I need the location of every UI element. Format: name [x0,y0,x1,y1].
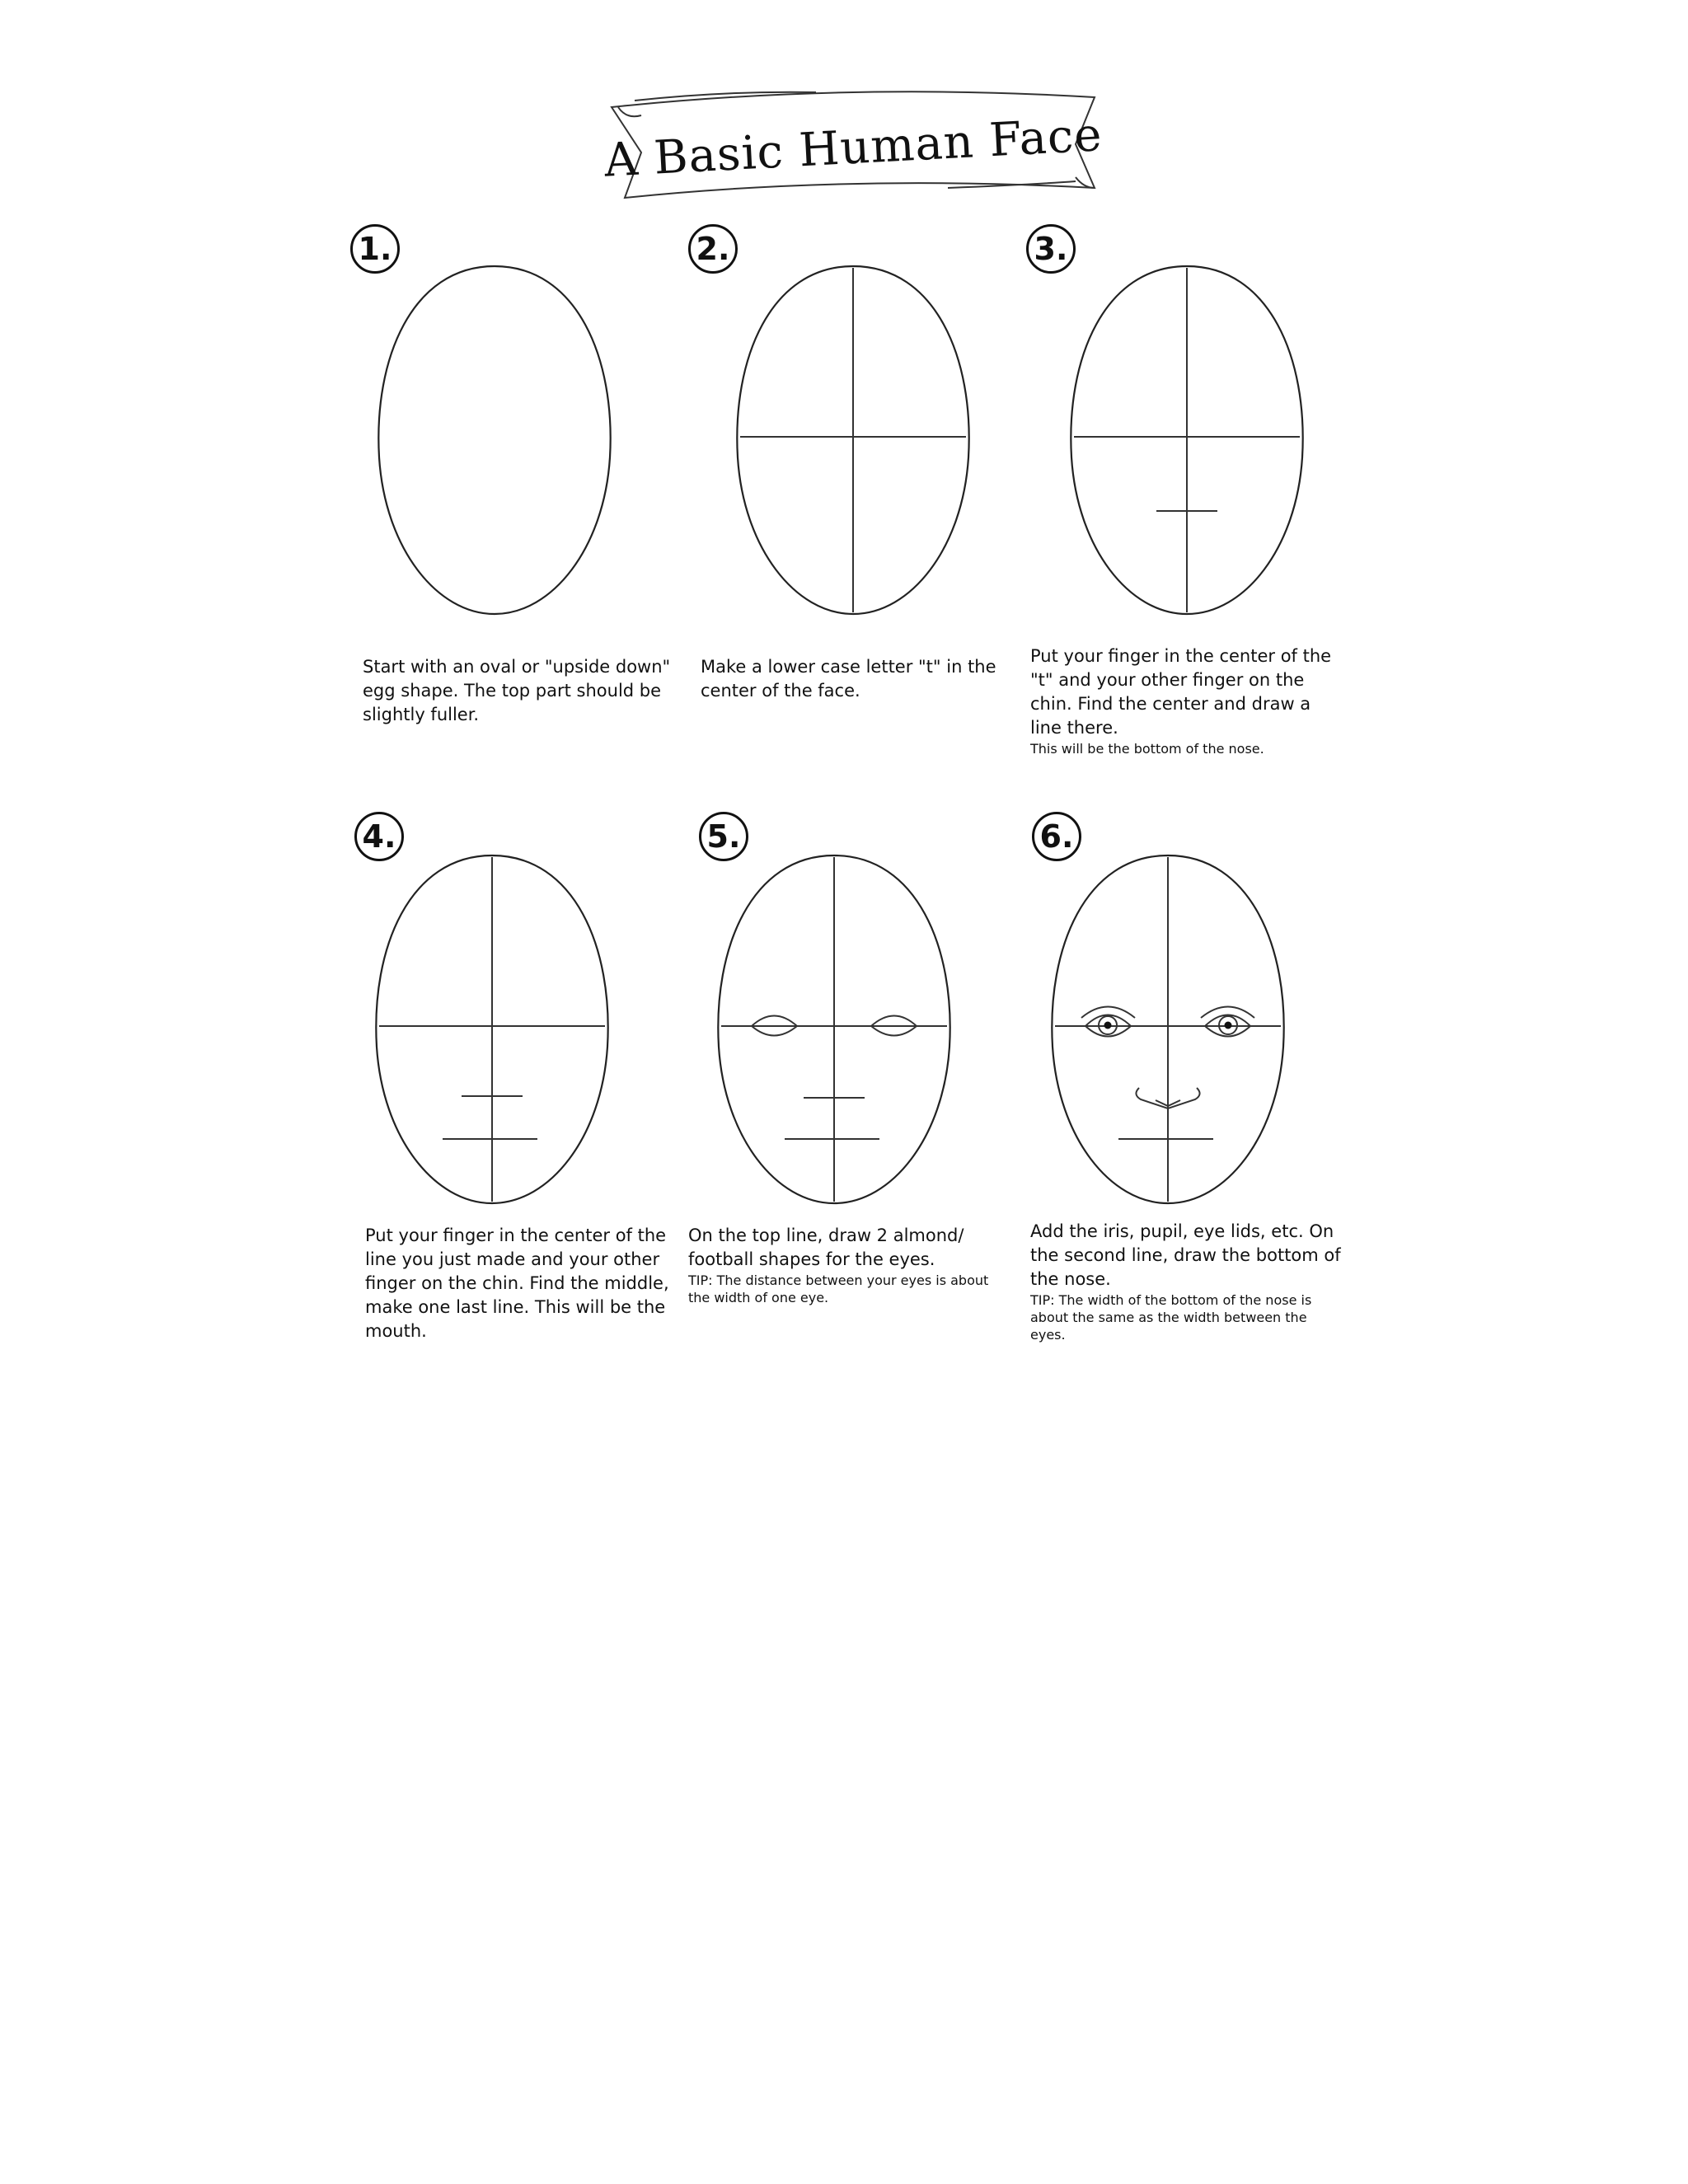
title-banner [602,82,1104,206]
step-description-2 [701,655,1014,703]
step-text-3: Put your finger in the center of the "t" and your other finger on the chin. Find the center and draw a line there. [1030,646,1332,738]
step-number-5: 5. [699,812,748,861]
step-text-5: On the top line, draw 2 almond/ football shapes for the eyes. [688,1226,964,1269]
step-tip-5: TIP: The distance between your eyes is about the width of one eye. [688,1272,989,1305]
face-drawing-6 [1040,849,1296,1212]
step-text-6: Add the iris, pupil, eye lids, etc. On the second line, draw the bottom of the nose. [1030,1221,1341,1289]
face-drawing-5 [706,849,962,1212]
step-tip-3: This will be the bottom of the nose. [1030,741,1264,757]
step-description-6 [1030,1220,1343,1343]
step-number-1: 1. [350,224,400,274]
step-tip-6: TIP: The width of the bottom of the nose is about the same as the width between the eyes. [1030,1292,1312,1343]
step-number-2: 2. [688,224,738,274]
step-number-3: 3. [1026,224,1076,274]
page-title: A Basic Human Face [603,107,1104,188]
face-drawing-3 [1059,260,1315,622]
step-text-2: Make a lower case letter "t" in the center of the face. [701,657,996,701]
step-number-4: 4. [354,812,404,861]
face-drawing-1 [367,260,622,622]
step-description-5 [688,1224,1001,1306]
step-description-3 [1030,644,1343,757]
face-drawing-4 [364,849,620,1212]
step-text-1: Start with an oval or "upside down" egg shape. The top part should be slightly fuller. [363,657,671,724]
face-drawing-2 [725,260,981,622]
step-number-6: 6. [1032,812,1081,861]
step-text-4: Put your finger in the center of the line you just made and your other finger on the chin. Find the middle, make one last line. This will be the mouth. [365,1226,669,1341]
step-description-1 [363,655,676,727]
step-description-4 [365,1224,678,1343]
